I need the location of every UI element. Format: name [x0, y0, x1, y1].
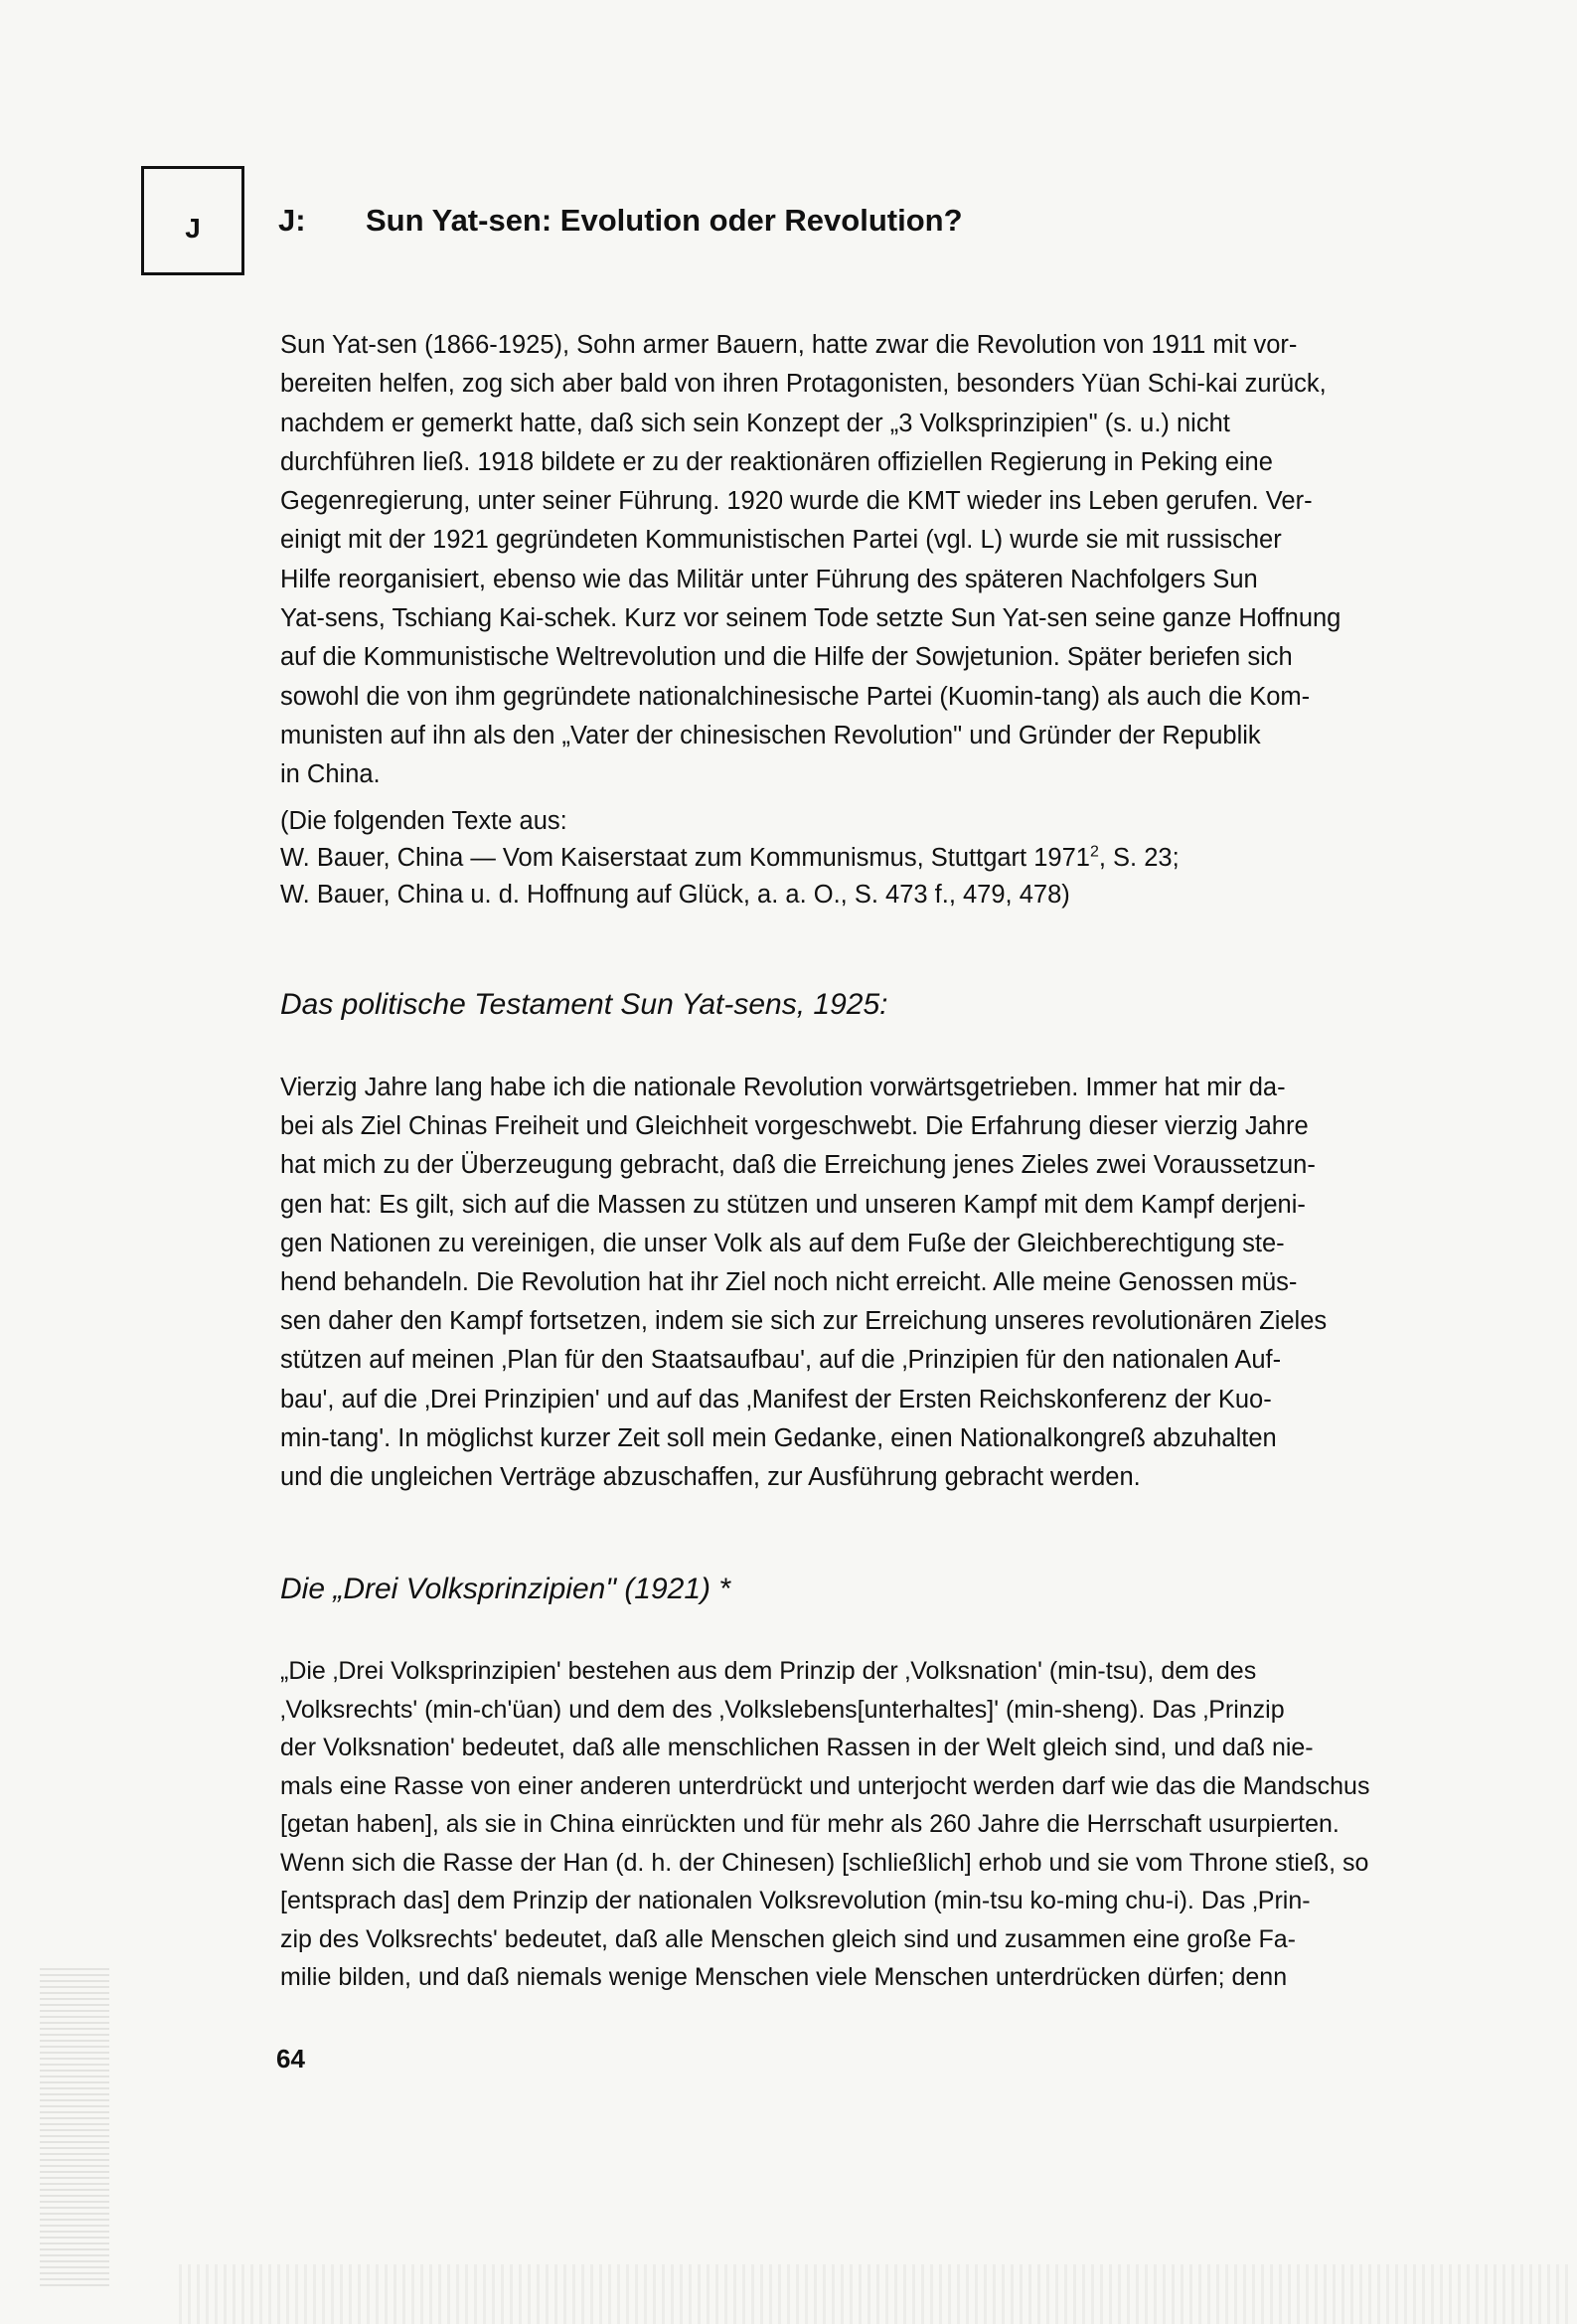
edition-superscript: 2 [1089, 843, 1099, 861]
intro-line: nachdem er gemerkt hatte, daß sich sein Konzept der „3 Volksprinzipien" (s. u.) nicht [280, 409, 1230, 437]
testament-line: gen Nationen zu vereinigen, die unser Volk als auf dem Fuße der Gleichberechtigung ste- [280, 1229, 1285, 1257]
principles-line: [getan haben], als sie in China einrückten und für mehr als 260 Jahre die Herrschaft usurpierten. [280, 1810, 1340, 1838]
principles-line: ‚Volksrechts' (min-ch'üan) und dem des ‚Volkslebens[unterhaltes]' (min-sheng). Das ‚Prinzip [280, 1695, 1285, 1724]
page-number: 64 [276, 2044, 305, 2074]
intro-line: munisten auf ihn als den „Vater der chinesischen Revolution" und Gründer der Republik [280, 721, 1261, 749]
principles-line: [entsprach das] dem Prinzip der nationalen Volksrevolution (min-tsu ko-ming chu-i). Das ‚Prin- [280, 1887, 1311, 1914]
testament-line: bei als Ziel Chinas Freiheit und Gleichheit vorgeschwebt. Die Erfahrung dieser vierzig Jahre [280, 1112, 1309, 1141]
testament-line: hat mich zu der Überzeugung gebracht, daß die Erreichung jenes Zieles zwei Voraussetzun- [280, 1151, 1316, 1180]
source-citation-1-page: , S. 23; [1098, 844, 1180, 872]
scan-artifact-left [40, 1968, 109, 2286]
principles-heading: Die „Drei Volksprinzipien" (1921) * [280, 1573, 731, 1605]
intro-line: sowohl die von ihm gegründete nationalchinesische Partei (Kuomin-tang) als auch die Kom- [280, 682, 1311, 711]
section-letter: J [185, 213, 201, 244]
intro-line: einigt mit der 1921 gegründeten Kommunistischen Partei (vgl. L) wurde sie mit russischer [280, 526, 1282, 555]
testament-line: bau', auf die ‚Drei Prinzipien' und auf das ‚Manifest der Ersten Reichskonferenz der Kuo- [280, 1385, 1272, 1413]
intro-line: Sun Yat-sen (1866-1925), Sohn armer Bauern, hatte zwar die Revolution von 1911 mit vor- [280, 331, 1298, 359]
testament-paragraph [280, 1069, 1512, 1497]
intro-line: auf die Kommunistische Weltrevolution und die Hilfe der Sowjetunion. Später beriefen sich [280, 643, 1293, 672]
principles-line: der Volksnation' bedeutet, daß alle menschlichen Rassen in der Welt gleich sind, und daß nie- [280, 1734, 1314, 1761]
source-citation-1-text: W. Bauer, China — Vom Kaiserstaat zum Kommunismus, Stuttgart 1971 [280, 844, 1090, 872]
testament-line: sen daher den Kampf fortsetzen, indem sie sich zur Erreichung unseres revolutionären Zieles [280, 1307, 1328, 1336]
chapter-title-text: Sun Yat-sen: Evolution oder Revolution? [366, 203, 963, 238]
source-citation-2: W. Bauer, China u. d. Hoffnung auf Glück, a. a. O., S. 473 f., 479, 478) [280, 881, 1070, 909]
scan-artifact-bottom [179, 2264, 1570, 2324]
chapter-label: J: [278, 203, 306, 238]
principles-line: Wenn sich die Rasse der Han (d. h. der Chinesen) [schließlich] erhob und sie vom Throne stieß, so [280, 1848, 1369, 1877]
intro-line: durchführen ließ. 1918 bildete er zu der reaktionären offiziellen Regierung in Peking eine [280, 447, 1273, 476]
testament-line: min-tang'. In möglichst kurzer Zeit soll mein Gedanke, einen Nationalkongreß abzuhalten [280, 1423, 1277, 1452]
testament-heading: Das politische Testament Sun Yat-sens, 1925: [280, 988, 888, 1021]
source-citations [280, 803, 1512, 913]
testament-line: hend behandeln. Die Revolution hat ihr Ziel noch nicht erreicht. Alle meine Genossen müs- [280, 1268, 1298, 1297]
testament-line: gen hat: Es gilt, sich auf die Massen zu stützen und unseren Kampf mit dem Kampf derjeni- [280, 1190, 1306, 1219]
intro-line: bereiten helfen, zog sich aber bald von ihren Protagonisten, besonders Yüan Schi-kai zurück, [280, 370, 1327, 399]
section-letter-box [141, 166, 244, 275]
intro-line: Hilfe reorganisiert, ebenso wie das Militär unter Führung des späteren Nachfolgers Sun [280, 565, 1258, 593]
intro-line: Yat-sens, Tschiang Kai-schek. Kurz vor seinem Tode setzte Sun Yat-sen seine ganze Hoffnung [280, 604, 1341, 633]
intro-paragraph [280, 326, 1512, 795]
testament-line: Vierzig Jahre lang habe ich die nationale Revolution vorwärtsgetrieben. Immer hat mir da- [280, 1074, 1286, 1101]
source-citation-1 [280, 840, 1512, 877]
intro-line: Gegenregierung, unter seiner Führung. 1920 wurde die KMT wieder ins Leben gerufen. Ver- [280, 487, 1313, 516]
principles-line: mals eine Rasse von einer anderen unterdrückt und unterjocht werden darf wie das die Mandschus [280, 1771, 1370, 1800]
chapter-title [278, 203, 963, 239]
principles-line: zip des Volksrechts' bedeutet, daß alle Menschen gleich sind und zusammen eine große Fa- [280, 1924, 1296, 1953]
principles-line: „Die ‚Drei Volksprinzipien' bestehen aus dem Prinzip der ‚Volksnation' (min-tsu), dem des [280, 1657, 1257, 1685]
source-intro: (Die folgenden Texte aus: [280, 807, 567, 835]
principles-line: milie bilden, und daß niemals wenige Menschen viele Menschen unterdrücken dürfen; denn [280, 1963, 1288, 1991]
intro-line: in China. [280, 760, 381, 789]
principles-paragraph [280, 1652, 1512, 1997]
testament-line: und die ungleichen Verträge abzuschaffen, zur Ausführung gebracht werden. [280, 1463, 1141, 1492]
testament-line: stützen auf meinen ‚Plan für den Staatsaufbau', auf die ‚Prinzipien für den nationalen Auf- [280, 1346, 1282, 1375]
